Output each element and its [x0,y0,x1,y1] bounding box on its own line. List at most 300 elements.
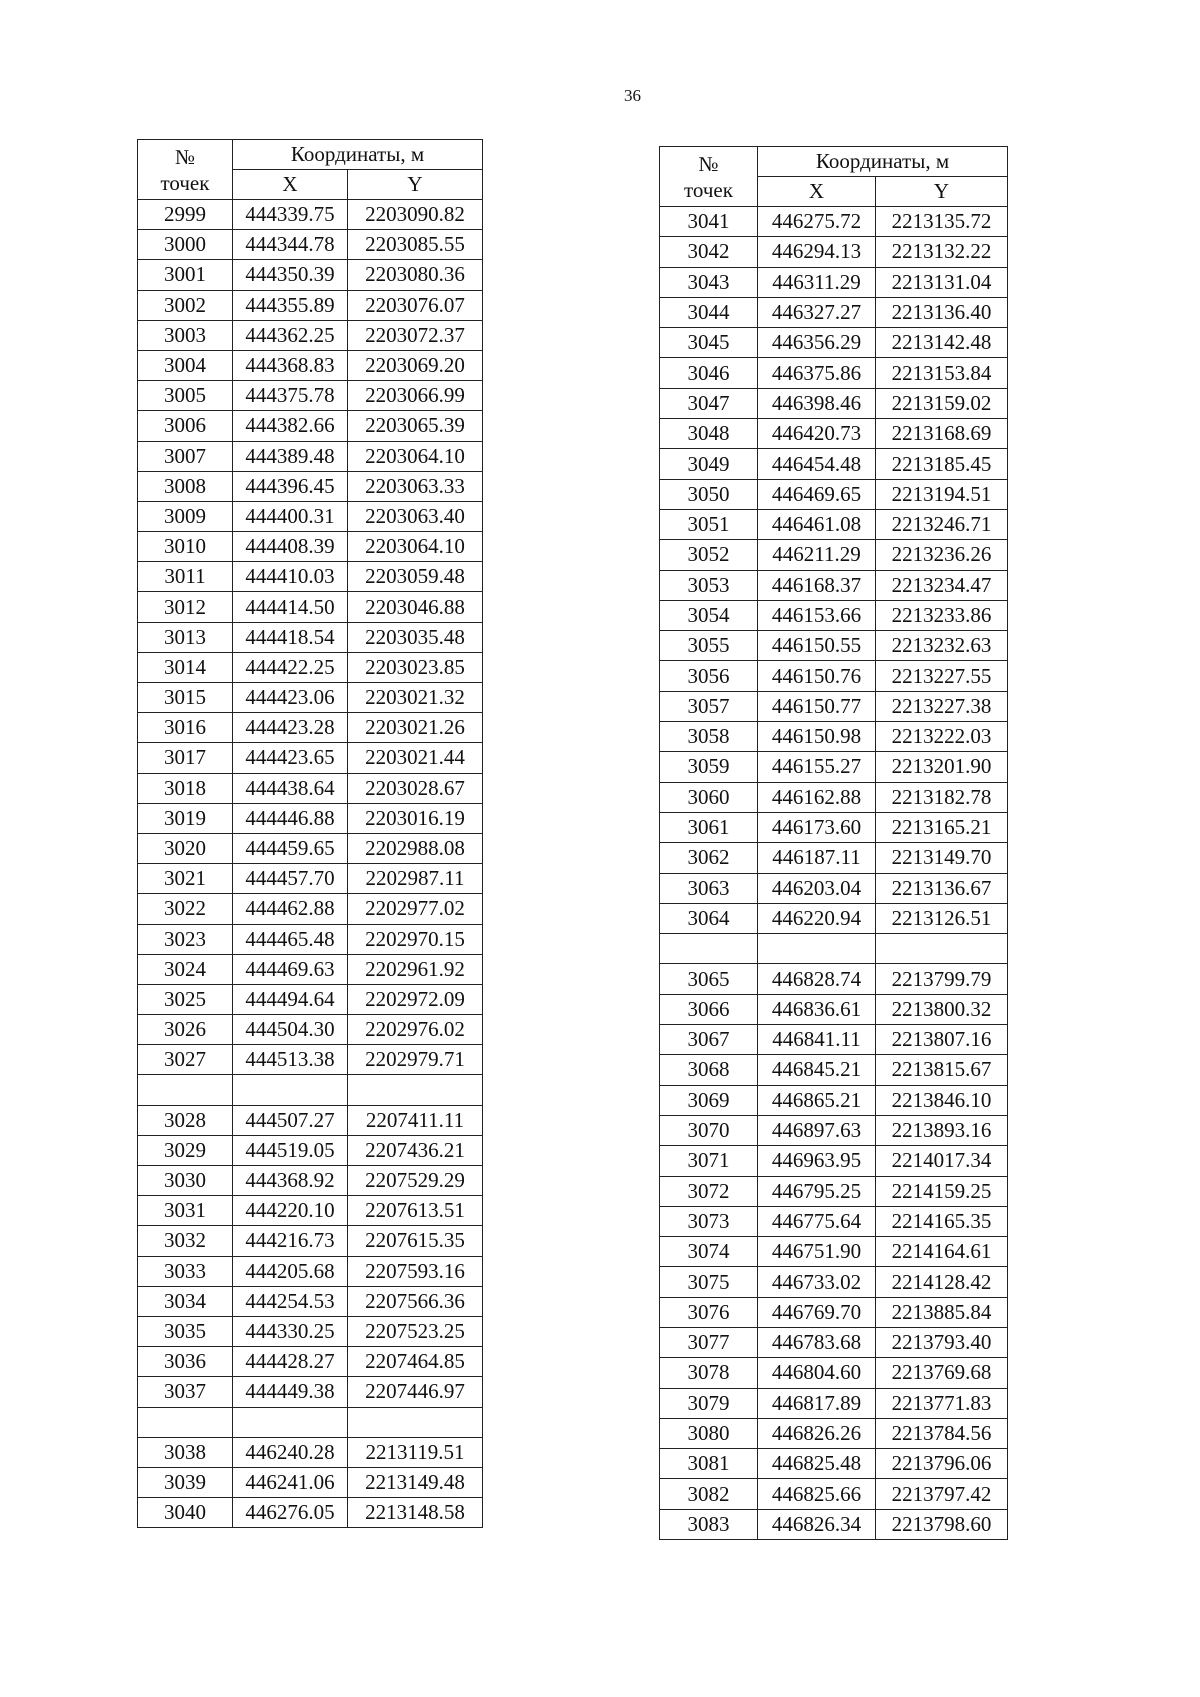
x-coordinate-cell: 446240.28 [233,1437,348,1467]
y-coordinate-cell: 2213784.56 [876,1418,1008,1448]
point-number-cell: 3031 [138,1196,233,1226]
y-coordinate-cell: 2207436.21 [348,1135,483,1165]
x-coordinate-cell: 446469.65 [758,479,876,509]
x-coordinate-cell: 444519.05 [233,1135,348,1165]
table-row [660,509,1008,539]
x-coordinate-cell: 446420.73 [758,419,876,449]
number-sign: № [174,144,196,169]
table-row [138,1045,483,1075]
table-row [138,833,483,863]
point-number-cell: 3035 [138,1316,233,1346]
point-number-cell: 3059 [660,752,758,782]
y-coordinate-cell: 2207529.29 [348,1166,483,1196]
x-coordinate-cell: 446963.95 [758,1146,876,1176]
y-coordinate-cell: 2213234.47 [876,570,1008,600]
x-coordinate-cell: 446826.34 [758,1509,876,1539]
point-number-cell: 3061 [660,812,758,842]
y-coordinate-cell: 2213236.26 [876,540,1008,570]
x-coordinate-cell: 444446.88 [233,803,348,833]
table-row [138,1075,483,1105]
table-row [660,1388,1008,1418]
y-coordinate-cell: 2202977.02 [348,894,483,924]
point-number-cell [138,1075,233,1105]
table-row [660,782,1008,812]
x-header: X [233,170,348,200]
table-row [138,1196,483,1226]
x-coordinate-cell: 444418.54 [233,622,348,652]
x-coordinate-cell: 446836.61 [758,994,876,1024]
table-row [138,350,483,380]
y-coordinate-cell: 2213232.63 [876,631,1008,661]
table-row [138,230,483,260]
table-row [660,1176,1008,1206]
table-row [660,1358,1008,1388]
coordinates-header: Координаты, м [233,140,483,170]
y-coordinate-cell: 2203016.19 [348,803,483,833]
table-row [660,1146,1008,1176]
x-coordinate-cell [233,1407,348,1437]
table-row [138,1498,483,1528]
y-coordinate-cell: 2213769.68 [876,1358,1008,1388]
point-number-cell: 3058 [660,722,758,752]
table-row [138,1316,483,1346]
x-coordinate-cell: 444408.39 [233,532,348,562]
x-coordinate-cell: 444513.38 [233,1045,348,1075]
table-row [660,903,1008,933]
point-number-cell: 3077 [660,1327,758,1357]
point-number-cell: 3079 [660,1388,758,1418]
y-coordinate-cell: 2214164.61 [876,1237,1008,1267]
y-coordinate-cell: 2214128.42 [876,1267,1008,1297]
point-number-cell: 3043 [660,267,758,297]
table-row [660,934,1008,964]
x-coordinate-cell: 444504.30 [233,1015,348,1045]
x-coordinate-cell: 444422.25 [233,652,348,682]
table-row [138,683,483,713]
point-number-cell: 3028 [138,1105,233,1135]
x-coordinate-cell: 446461.08 [758,509,876,539]
point-number-cell: 3019 [138,803,233,833]
x-coordinate-cell: 444339.75 [233,200,348,230]
y-coordinate-cell: 2202987.11 [348,864,483,894]
table-row [138,773,483,803]
x-coordinate-cell: 444507.27 [233,1105,348,1135]
point-number-cell: 3066 [660,994,758,1024]
table-row [138,290,483,320]
point-number-cell: 3067 [660,1025,758,1055]
table-row [138,1286,483,1316]
table-row [660,479,1008,509]
table-row [660,1449,1008,1479]
point-number-cell: 3008 [138,471,233,501]
point-number-cell: 3071 [660,1146,758,1176]
point-number-cell [660,934,758,964]
y-coordinate-cell [348,1407,483,1437]
point-number-cell: 3016 [138,713,233,743]
y-coordinate-cell: 2213233.86 [876,600,1008,630]
x-coordinate-cell: 444375.78 [233,381,348,411]
point-number-cell: 3083 [660,1509,758,1539]
coordinates-table-left [137,139,483,1528]
table-row [138,864,483,894]
x-coordinate-cell: 446155.27 [758,752,876,782]
table-row [660,722,1008,752]
table-row [660,237,1008,267]
table-row [660,1479,1008,1509]
table-row [660,419,1008,449]
table-row [660,812,1008,842]
table-row [660,691,1008,721]
table-row [138,1347,483,1377]
x-coordinate-cell: 444459.65 [233,833,348,863]
point-number-cell: 3000 [138,230,233,260]
x-coordinate-cell: 446203.04 [758,873,876,903]
y-coordinate-cell: 2213771.83 [876,1388,1008,1418]
y-coordinate-cell: 2213815.67 [876,1055,1008,1085]
table-row [660,843,1008,873]
x-coordinate-cell [758,934,876,964]
y-coordinate-cell: 2213201.90 [876,752,1008,782]
x-coordinate-cell: 444414.50 [233,592,348,622]
x-coordinate-cell: 444449.38 [233,1377,348,1407]
table-row [660,1267,1008,1297]
point-number-cell: 3042 [660,237,758,267]
x-coordinate-cell: 446294.13 [758,237,876,267]
y-coordinate-cell: 2203090.82 [348,200,483,230]
y-coordinate-cell: 2213227.55 [876,661,1008,691]
point-number-cell: 3053 [660,570,758,600]
table-row [138,501,483,531]
point-number-cell: 3017 [138,743,233,773]
point-number-cell: 2999 [138,200,233,230]
table-row [138,200,483,230]
coordinates-table-right [659,146,1008,1540]
point-number-cell: 3020 [138,833,233,863]
left-table-body [138,200,483,1528]
x-coordinate-cell: 446276.05 [233,1498,348,1528]
table-row [660,1055,1008,1085]
point-number-cell: 3069 [660,1085,758,1115]
point-number-cell: 3074 [660,1237,758,1267]
table-row [138,622,483,652]
point-number-cell: 3057 [660,691,758,721]
x-coordinate-cell: 446897.63 [758,1115,876,1145]
table-row [138,1437,483,1467]
point-number-cell: 3080 [660,1418,758,1448]
table-row [138,652,483,682]
x-coordinate-cell: 446845.21 [758,1055,876,1085]
number-sign: № [698,151,719,176]
x-coordinate-cell: 446817.89 [758,1388,876,1418]
table-row [138,1256,483,1286]
table-row [660,964,1008,994]
table-row [138,260,483,290]
point-number-cell: 3056 [660,661,758,691]
table-row [660,207,1008,237]
x-coordinate-cell: 446769.70 [758,1297,876,1327]
x-coordinate-cell: 444368.83 [233,350,348,380]
y-coordinate-cell: 2203028.67 [348,773,483,803]
x-coordinate-cell: 444423.28 [233,713,348,743]
point-number-cell: 3050 [660,479,758,509]
y-coordinate-cell: 2203076.07 [348,290,483,320]
point-number-cell: 3029 [138,1135,233,1165]
table-row [138,1467,483,1497]
table-row [660,661,1008,691]
point-number-cell: 3030 [138,1166,233,1196]
y-coordinate-cell: 2203035.48 [348,622,483,652]
table-row [138,803,483,833]
x-coordinate-cell: 444389.48 [233,441,348,471]
y-coordinate-cell: 2213227.38 [876,691,1008,721]
y-coordinate-cell: 2213182.78 [876,782,1008,812]
point-number-cell: 3078 [660,1358,758,1388]
point-number-cell: 3055 [660,631,758,661]
x-coordinate-cell: 446150.98 [758,722,876,752]
x-coordinate-cell: 444355.89 [233,290,348,320]
x-coordinate-cell: 446398.46 [758,388,876,418]
y-coordinate-cell [348,1075,483,1105]
table-row [660,540,1008,570]
x-coordinate-cell: 444400.31 [233,501,348,531]
x-coordinate-cell: 446211.29 [758,540,876,570]
x-coordinate-cell: 444254.53 [233,1286,348,1316]
point-number-cell: 3049 [660,449,758,479]
y-coordinate-cell: 2203063.33 [348,471,483,501]
table-row [138,592,483,622]
table-row [660,1418,1008,1448]
y-coordinate-cell: 2203064.10 [348,532,483,562]
table-row [660,873,1008,903]
x-coordinate-cell: 446275.72 [758,207,876,237]
x-coordinate-cell: 444362.25 [233,320,348,350]
points-label: точек [160,170,210,195]
table-row [138,924,483,954]
x-coordinate-cell: 444350.39 [233,260,348,290]
y-coordinate-cell: 2213131.04 [876,267,1008,297]
y-coordinate-cell: 2207464.85 [348,1347,483,1377]
point-number-header [660,147,758,207]
point-number-cell: 3041 [660,207,758,237]
point-number-cell: 3045 [660,328,758,358]
y-coordinate-cell: 2213893.16 [876,1115,1008,1145]
point-number-cell: 3009 [138,501,233,531]
point-number-cell: 3027 [138,1045,233,1075]
x-coordinate-cell: 444469.63 [233,954,348,984]
y-coordinate-cell: 2207411.11 [348,1105,483,1135]
x-coordinate-cell: 446220.94 [758,903,876,933]
point-number-cell: 3021 [138,864,233,894]
table-row [660,1297,1008,1327]
point-number-cell: 3034 [138,1286,233,1316]
y-coordinate-cell: 2207446.97 [348,1377,483,1407]
point-number-cell: 3015 [138,683,233,713]
y-coordinate-cell: 2203023.85 [348,652,483,682]
point-number-cell: 3070 [660,1115,758,1145]
y-coordinate-cell: 2213885.84 [876,1297,1008,1327]
y-coordinate-cell: 2213799.79 [876,964,1008,994]
y-coordinate-cell: 2213136.40 [876,297,1008,327]
table-row [138,713,483,743]
table-row [138,1407,483,1437]
y-coordinate-cell: 2202988.08 [348,833,483,863]
x-coordinate-cell: 446173.60 [758,812,876,842]
y-coordinate-cell: 2213149.70 [876,843,1008,873]
table-row [660,600,1008,630]
x-coordinate-cell: 444216.73 [233,1226,348,1256]
table-row [138,320,483,350]
point-number-cell: 3064 [660,903,758,933]
table-row [660,752,1008,782]
x-coordinate-cell: 446828.74 [758,964,876,994]
table-row [660,1206,1008,1236]
y-coordinate-cell [876,934,1008,964]
point-number-cell: 3024 [138,954,233,984]
y-coordinate-cell: 2203072.37 [348,320,483,350]
x-coordinate-cell: 446311.29 [758,267,876,297]
y-header: Y [348,170,483,200]
point-number-cell: 3072 [660,1176,758,1206]
point-number-cell: 3044 [660,297,758,327]
table-row [660,1085,1008,1115]
x-coordinate-cell: 444368.92 [233,1166,348,1196]
point-number-cell: 3025 [138,984,233,1014]
point-number-cell: 3065 [660,964,758,994]
y-coordinate-cell: 2213135.72 [876,207,1008,237]
table-row [660,1237,1008,1267]
x-coordinate-cell: 444462.88 [233,894,348,924]
point-number-cell: 3001 [138,260,233,290]
coordinates-header: Координаты, м [758,147,1008,177]
x-coordinate-cell: 446804.60 [758,1358,876,1388]
y-coordinate-cell: 2213142.48 [876,328,1008,358]
point-number-cell: 3063 [660,873,758,903]
y-coordinate-cell: 2213185.45 [876,449,1008,479]
point-number-cell: 3014 [138,652,233,682]
y-coordinate-cell: 2213222.03 [876,722,1008,752]
y-coordinate-cell: 2203021.32 [348,683,483,713]
table-row [660,1115,1008,1145]
x-coordinate-cell: 446241.06 [233,1467,348,1497]
point-number-cell: 3052 [660,540,758,570]
y-coordinate-cell: 2202976.02 [348,1015,483,1045]
point-number-cell: 3062 [660,843,758,873]
point-number-cell: 3011 [138,562,233,592]
x-coordinate-cell: 446751.90 [758,1237,876,1267]
points-label: точек [684,177,733,202]
point-number-cell: 3076 [660,1297,758,1327]
point-number-cell: 3010 [138,532,233,562]
x-coordinate-cell: 444423.65 [233,743,348,773]
table-row [660,1025,1008,1055]
x-coordinate-cell: 446150.76 [758,661,876,691]
x-coordinate-cell: 446865.21 [758,1085,876,1115]
y-coordinate-cell: 2202972.09 [348,984,483,1014]
x-coordinate-cell: 444410.03 [233,562,348,592]
x-coordinate-cell: 446150.55 [758,631,876,661]
table-row [138,562,483,592]
x-coordinate-cell: 444382.66 [233,411,348,441]
table-row [138,1377,483,1407]
y-coordinate-cell: 2202961.92 [348,954,483,984]
y-coordinate-cell: 2213132.22 [876,237,1008,267]
x-coordinate-cell: 446825.48 [758,1449,876,1479]
table-row [660,994,1008,1024]
point-number-header [138,140,233,200]
x-coordinate-cell: 444428.27 [233,1347,348,1377]
x-coordinate-cell: 444396.45 [233,471,348,501]
x-coordinate-cell: 446795.25 [758,1176,876,1206]
point-number-cell: 3002 [138,290,233,320]
point-number-cell: 3054 [660,600,758,630]
x-coordinate-cell: 446153.66 [758,600,876,630]
table-row [138,532,483,562]
table-row [660,267,1008,297]
x-coordinate-cell: 446168.37 [758,570,876,600]
table-row [138,954,483,984]
table-row [660,1509,1008,1539]
table-row [138,1015,483,1045]
y-coordinate-cell: 2213148.58 [348,1498,483,1528]
point-number-cell: 3006 [138,411,233,441]
y-coordinate-cell: 2207593.16 [348,1256,483,1286]
point-number-cell: 3081 [660,1449,758,1479]
y-coordinate-cell: 2213168.69 [876,419,1008,449]
point-number-cell: 3026 [138,1015,233,1045]
x-coordinate-cell: 444438.64 [233,773,348,803]
table-row [138,381,483,411]
x-coordinate-cell: 444423.06 [233,683,348,713]
point-number-cell: 3068 [660,1055,758,1085]
y-coordinate-cell: 2213165.21 [876,812,1008,842]
point-number-cell: 3032 [138,1226,233,1256]
y-coordinate-cell: 2203046.88 [348,592,483,622]
point-number-cell: 3048 [660,419,758,449]
right-table-body [660,207,1008,1540]
x-coordinate-cell: 444330.25 [233,1316,348,1346]
table-row [660,328,1008,358]
table-row [660,631,1008,661]
y-coordinate-cell: 2207615.35 [348,1226,483,1256]
y-coordinate-cell: 2213797.42 [876,1479,1008,1509]
table-row [660,1327,1008,1357]
table-row [138,411,483,441]
y-coordinate-cell: 2213846.10 [876,1085,1008,1115]
x-coordinate-cell: 446375.86 [758,358,876,388]
y-coordinate-cell: 2213136.67 [876,873,1008,903]
y-coordinate-cell: 2214017.34 [876,1146,1008,1176]
x-coordinate-cell: 444494.64 [233,984,348,1014]
x-coordinate-cell: 446783.68 [758,1327,876,1357]
y-coordinate-cell: 2207566.36 [348,1286,483,1316]
table-row [660,570,1008,600]
table-row [138,471,483,501]
y-coordinate-cell: 2213126.51 [876,903,1008,933]
point-number-cell: 3060 [660,782,758,812]
y-coordinate-cell: 2213798.60 [876,1509,1008,1539]
x-coordinate-cell [233,1075,348,1105]
point-number-cell: 3007 [138,441,233,471]
y-coordinate-cell: 2203080.36 [348,260,483,290]
x-coordinate-cell: 444465.48 [233,924,348,954]
point-number-cell: 3036 [138,1347,233,1377]
point-number-cell: 3082 [660,1479,758,1509]
x-coordinate-cell: 444205.68 [233,1256,348,1286]
y-coordinate-cell: 2213800.32 [876,994,1008,1024]
y-coordinate-cell: 2213149.48 [348,1467,483,1497]
y-coordinate-cell: 2213153.84 [876,358,1008,388]
point-number-cell: 3005 [138,381,233,411]
